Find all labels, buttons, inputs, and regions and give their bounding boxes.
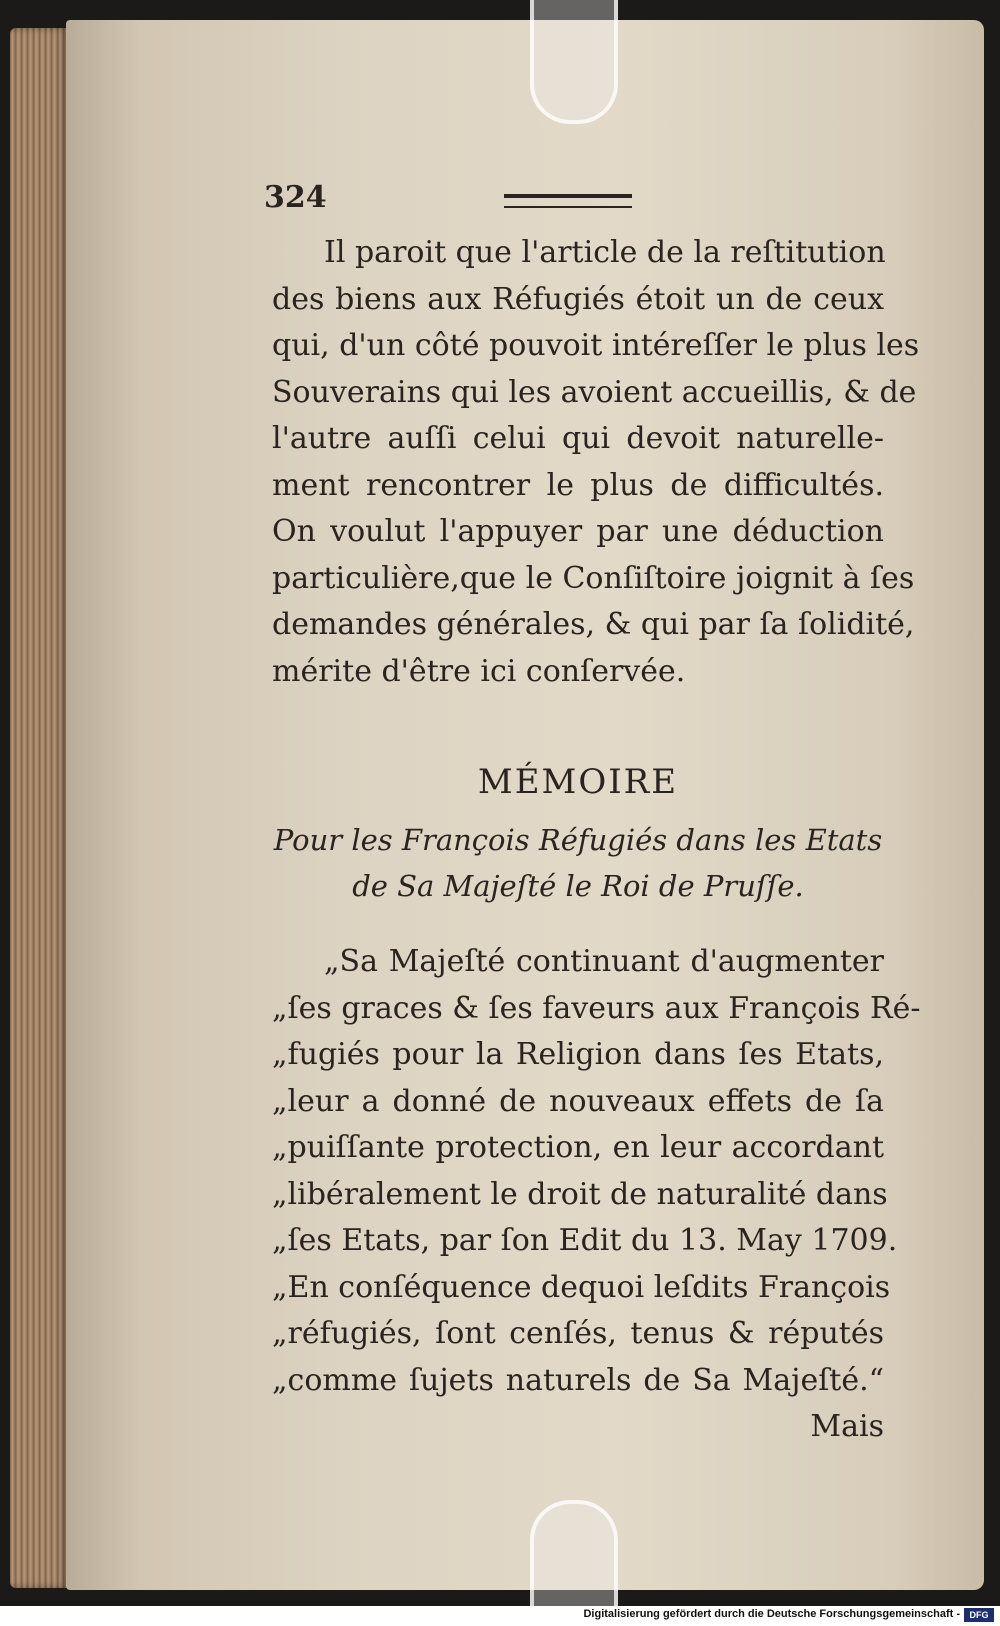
text-line: „libéralement le droit de naturalité dans — [272, 1176, 888, 1212]
text-line: „ſes Etats, par ſon Edit du 13. May 1709. — [272, 1223, 898, 1258]
memoire-subtitle — [272, 817, 884, 909]
paragraph-intro — [272, 230, 920, 695]
text-line: qui, d'un côté pouvoit intéreſſer le plus les — [272, 328, 920, 363]
text-line: l'autre auſſi celui qui devoit naturelle- — [272, 421, 884, 456]
subtitle-line: de Sa Majeſté le Roi de Pruſſe. — [352, 869, 804, 903]
book-page-edges — [10, 28, 68, 1588]
text-line: „En conſéquence dequoi leſdits François — [272, 1269, 891, 1305]
text-line: „leur a donné de nouveaux effets de ſa — [272, 1083, 884, 1119]
page-number: 324 — [264, 180, 327, 215]
text-line: „puiſſante protection, en leur accordant — [272, 1130, 884, 1165]
paragraph-quote — [272, 939, 921, 1404]
text-line: „ſes graces & ſes faveurs aux François Ré- — [272, 990, 921, 1026]
header-rule — [504, 194, 632, 208]
text-line: On voulut l'appuyer par une déduction — [272, 514, 884, 549]
subtitle-line: Pour les François Réfugiés dans les Etats — [273, 823, 883, 857]
text-line: particulière,que le Conſiſtoire joignit à ſes — [272, 560, 915, 596]
text-line: ment rencontrer le plus de difficultés. — [272, 467, 884, 503]
text-line: Souverains qui les avoient accueillis, & de — [272, 374, 917, 410]
catchword: Mais — [810, 1409, 884, 1444]
footer-credit: Digitalisierung gefördert durch die Deutsche Forschungsgemeinschaft - — [583, 1608, 960, 1620]
text-line: „réfugiés, ſont cenſés, tenus & réputés — [272, 1316, 884, 1351]
text-line: des biens aux Réfugiés étoit un de ceux — [272, 281, 884, 317]
page-header — [264, 180, 884, 230]
dfg-logo: DFG — [964, 1608, 994, 1622]
memoire-heading: MÉMOIRE — [477, 762, 679, 802]
text-line: „fugiés pour la Religion dans ſes Etats, — [272, 1037, 884, 1072]
text-line: „comme ſujets naturels de Sa Majeſté.“ — [272, 1362, 884, 1398]
text-line: „Sa Majeſté continuant d'augmenter — [324, 944, 884, 979]
text-line: demandes générales, & qui par ſa ſolidité, — [272, 607, 915, 642]
text-line: Il paroit que l'article de la reſtitution — [324, 235, 886, 270]
text-line: mérite d'être ici conſervée. — [272, 653, 686, 689]
page-clip-top — [530, 0, 618, 124]
page-text — [264, 180, 921, 1451]
